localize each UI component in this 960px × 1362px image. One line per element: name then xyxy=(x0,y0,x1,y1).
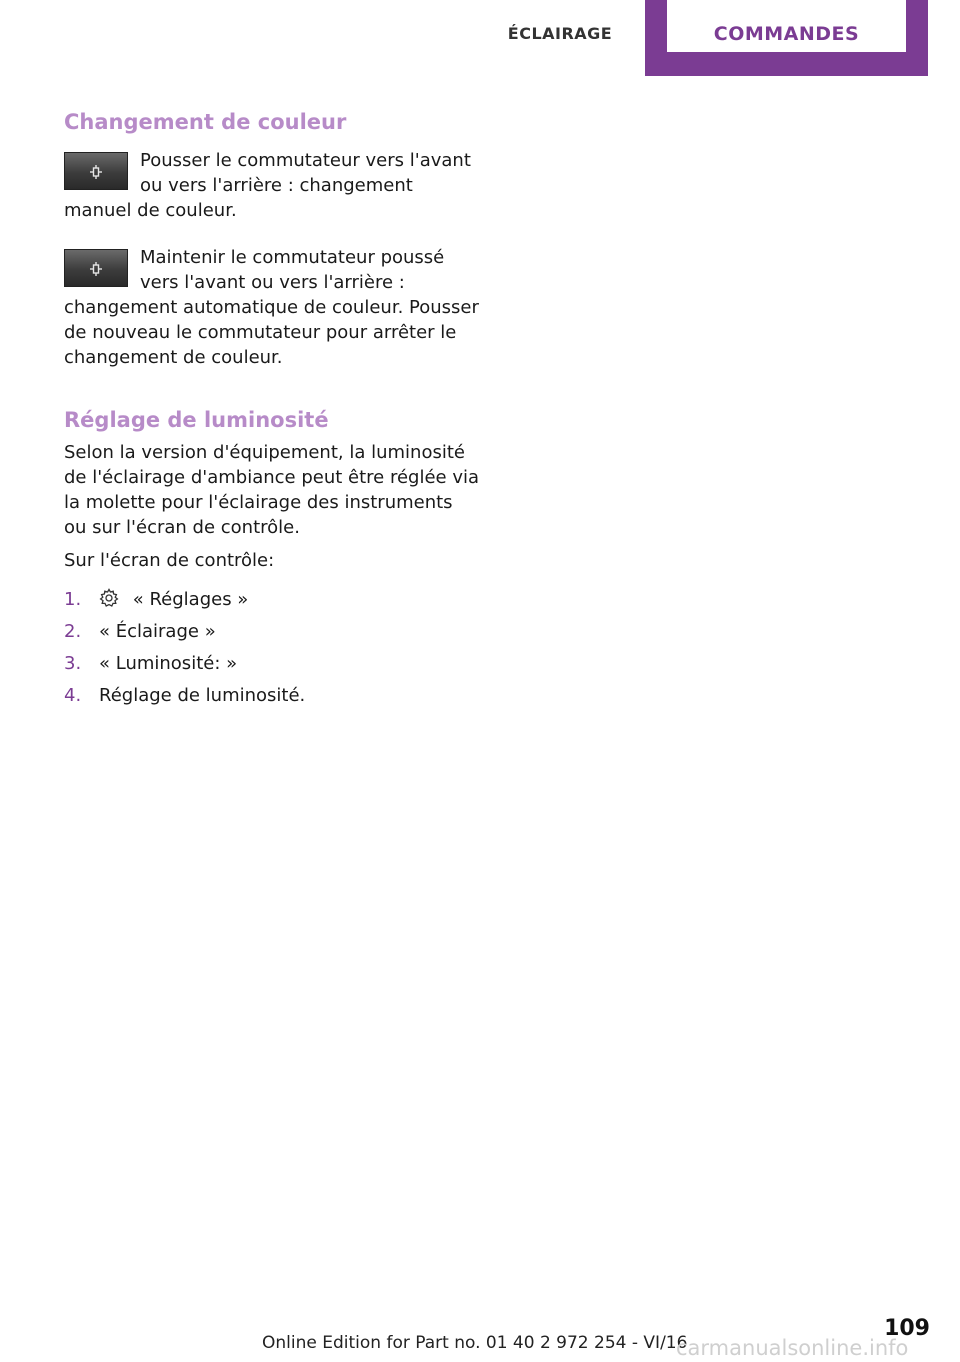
ambient-light-switch-icon xyxy=(64,152,128,190)
list-item xyxy=(64,651,480,676)
color-change-manual-block xyxy=(64,148,480,223)
watermark: carmanualsonline.info xyxy=(676,1336,909,1360)
chapter-tab-label: COMMANDES xyxy=(667,0,906,52)
header-section-label: ÉCLAIRAGE xyxy=(507,24,613,43)
color-change-auto-block xyxy=(64,245,480,370)
list-item xyxy=(64,587,480,612)
brightness-heading: Réglage de luminosité xyxy=(64,408,329,432)
page-number: 109 xyxy=(884,1316,930,1341)
list-item xyxy=(64,619,480,644)
ambient-light-switch-icon xyxy=(64,249,128,287)
step-text: Réglage de luminosité. xyxy=(99,685,306,706)
color-change-heading: Changement de couleur xyxy=(64,110,347,134)
color-change-manual-text: Pousser le commutateur vers l'avant ou vers l'arrière : changement manuel de couleur. xyxy=(64,150,471,221)
brightness-steps-list xyxy=(64,587,480,708)
footer-edition: Online Edition for Part no. 01 40 2 972 254 - VI/16 xyxy=(262,1333,688,1353)
step-text: « Réglages » xyxy=(132,589,249,610)
step-number: 2. xyxy=(64,621,82,642)
list-item xyxy=(64,683,480,708)
brightness-control-display-text: Sur l'écran de contrôle: xyxy=(64,550,275,571)
color-change-auto-text: Maintenir le commutateur poussé vers l'avant ou vers l'arrière : changement automatique de couleur. Pousser de nouveau le commutateur pour arrêter le changement de couleur. xyxy=(64,247,479,368)
step-number: 3. xyxy=(64,653,82,674)
step-text: « Luminosité: » xyxy=(99,653,238,674)
step-number: 1. xyxy=(64,589,82,610)
settings-gear-icon xyxy=(99,588,119,608)
step-text: « Éclairage » xyxy=(99,621,216,642)
brightness-section xyxy=(64,408,480,715)
chapter-tab xyxy=(645,0,928,76)
step-number: 4. xyxy=(64,685,82,706)
color-change-section xyxy=(64,110,480,370)
brightness-intro-text: Selon la version d'équipement, la luminosité de l'éclairage d'ambiance peut être réglée via la molette pour l'éclairage des instruments ou sur l'écran de contrôle. xyxy=(64,442,480,538)
